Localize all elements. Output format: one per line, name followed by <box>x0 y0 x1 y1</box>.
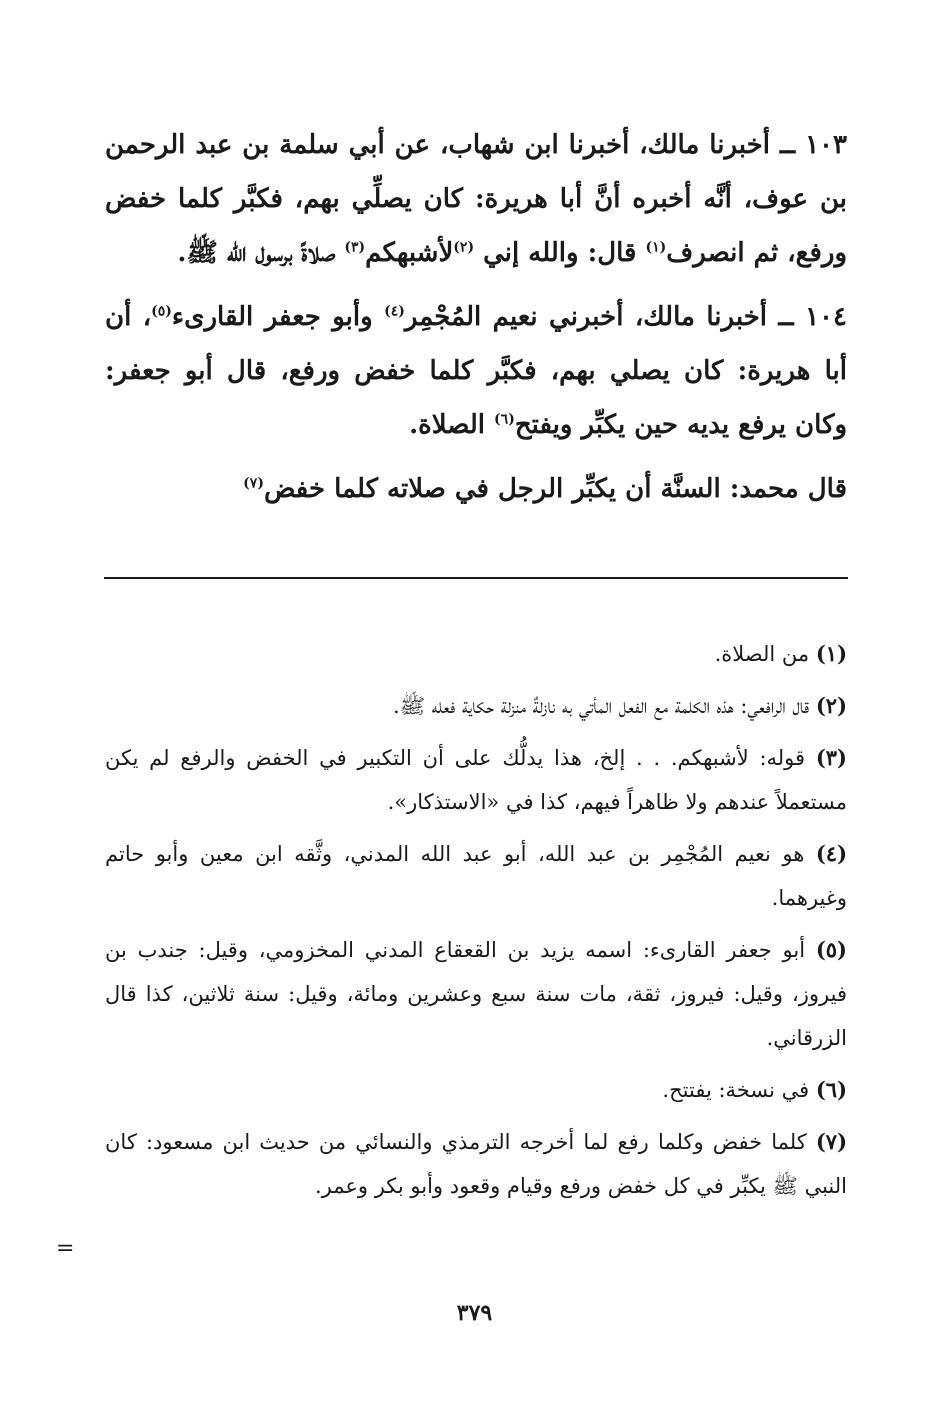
footnote-mark: (٤) <box>815 841 847 866</box>
footnote-mark: (٥) <box>815 937 847 962</box>
continuation-mark: = <box>56 1236 75 1261</box>
footnote-mark: (٦) <box>815 1077 847 1102</box>
footnote-separator <box>104 577 848 579</box>
hadith-104-text-3: ، أن أبا هريرة: كان يصلي بهم، فكبَّر كلما خفض ورفع، قال أبو جعفر: وكان يرفع يديه حين يكبِّر ويفتح <box>105 302 847 440</box>
footnote-ref-1: (١) <box>645 239 667 256</box>
footnote-5 <box>105 928 847 1060</box>
footnote-ref-5: (٥) <box>151 303 172 320</box>
page-number: ٣٧٩ <box>456 1300 493 1326</box>
footnote-6 <box>105 1068 847 1112</box>
footnote-mark: (٣) <box>815 745 847 770</box>
footnote-1 <box>105 632 847 676</box>
footnote-mark: (١) <box>815 641 847 666</box>
hadith-104-text: ١٠٤ ــ أخبرنا مالك، أخبرني نعيم المُجْمِر <box>404 302 847 332</box>
muhammad-comment <box>105 462 847 516</box>
footnote-mark: (٧) <box>815 1129 847 1154</box>
hadith-104-text-4: الصلاة. <box>409 410 495 440</box>
footnote-text: كلما خفض وكلما رفع لما أخرجه الترمذي والنسائي من حديث ابن مسعود: كان النبي ﷺ يكبِّر في كل خفض ورفع وقيام وقعود وأبو بكر وعمر. <box>105 1130 847 1198</box>
footnote-ref-3: (٣) <box>344 239 366 256</box>
footnote-text: أبو جعفر القارىء: اسمه يزيد بن القعقاع المدني المخزومي، وقيل: جندب بن فيروز، وقيل: فيروز، ثقة، مات سنة سبع وعشرين ومائة، وقيل: سنة ثلاثين، كذا قال الزرقاني. <box>105 938 847 1050</box>
footnote-text: من الصلاة. <box>714 642 810 666</box>
muhammad-comment-text: قال محمد: السنَّة أن يكبِّر الرجل في صلاته كلما خفض <box>263 474 847 504</box>
footnote-ref-7: (٧) <box>243 475 264 492</box>
hadith-103-text-3: لأشبهكم <box>365 238 454 268</box>
footnote-ref-4: (٤) <box>384 303 405 320</box>
footnote-mark: (٢) <box>815 693 847 718</box>
footnote-4 <box>105 832 847 920</box>
hadith-103-text: ١٠٣ ــ أخبرنا مالك، أخبرنا ابن شهاب، عن أبي سلمة بن عبد الرحمن بن عوف، أنَّه أخبره أنَّ أبا هريرة: كان يصلِّي بهم، فكبَّر كلما خفض ورفع، ثم انصرف <box>105 130 847 268</box>
main-text <box>105 118 847 526</box>
footnote-text: قال الرافعي: هذه الكلمة مع الفعل المأتي به نازلةٌ منزلة حكاية فعله ﷺ. <box>393 694 810 718</box>
footnotes <box>105 632 847 1216</box>
footnote-ref-6: (٦) <box>494 411 515 428</box>
hadith-103-text-4: صلاةً برسول الله ﷺ. <box>177 238 345 268</box>
footnote-text: في نسخة: يفتتح. <box>662 1078 810 1102</box>
hadith-104-text-2: وأبو جعفر القارىء <box>171 302 385 332</box>
footnote-2 <box>105 684 847 728</box>
footnote-ref-2: (٢) <box>453 239 475 256</box>
footnote-3 <box>105 736 847 824</box>
footnote-text: قوله: لأشبهكم. . . إلخ، هذا يدلُّك على أن التكبير في الخفض والرفع لم يكن مستعملاً عندهم ولا ظاهراً فيهم، كذا في «الاستذكار». <box>105 746 847 814</box>
hadith-103-text-2: قال: والله إني <box>474 238 646 268</box>
footnote-7 <box>105 1120 847 1208</box>
hadith-104 <box>105 290 847 452</box>
footnote-text: هو نعيم المُجْمِر بن عبد الله، أبو عبد الله المدني، وثَّقه ابن معين وأبو حاتم وغيرهما. <box>105 842 847 910</box>
hadith-103 <box>105 118 847 280</box>
